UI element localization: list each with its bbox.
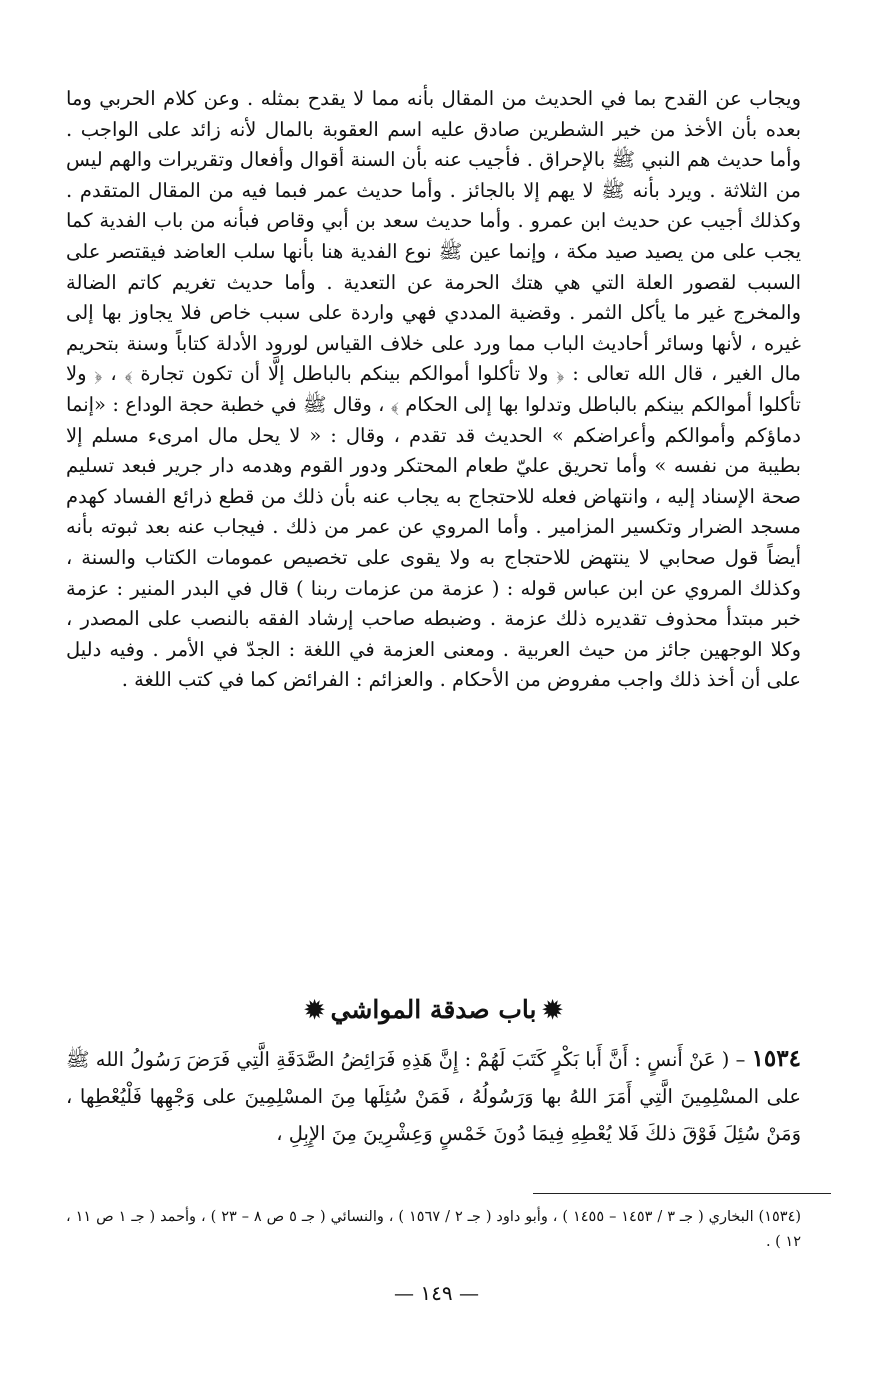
star-ornament-icon: ✹ <box>304 995 325 1024</box>
hadith-paragraph <box>66 1040 801 1152</box>
hadith-text: – ( عَنْ أَنسٍ : أَنَّ أَبا بَكْرٍ كَتَبَ لَهُمْ : إِنَّ هَذِهِ فَرَائِضُ الصَّدَقَةِ الَّتِي فَرَضَ رَسُولُ الله ﷺ على المسْلِمِينَ الَّتِي أَمَرَ اللهُ بها وَرَسُولُهُ ، فَمَنْ سُئِلَها مِنَ المسْلِمِينَ على وَجْهِها فَلْيُعْطِها ، وَمَنْ سُئِلَ فَوْقَ ذلكَ فَلا يُعْطِهِ فِيمَا دُونَ خَمْسٍ وَعِشْرِينَ مِنَ الإِبِلِ ، <box>66 1048 801 1145</box>
section-title: باب صدقة المواشي <box>330 995 537 1024</box>
page-number: — ١٤٩ — <box>394 1281 479 1305</box>
hadith-block <box>66 1040 801 1152</box>
footnote <box>66 1205 801 1255</box>
star-ornament-icon: ✹ <box>542 995 563 1024</box>
hadith-number: ١٥٣٤ <box>751 1045 801 1072</box>
footnote-divider <box>533 1193 831 1194</box>
commentary-paragraph: ويجاب عن القدح بما في الحديث من المقال بأنه مما لا يقدح بمثله . وعن كلام الحربي وما بعده بأن الأخذ من خير الشطرين صادق عليه اسم العقوبة بالمال لأنه زائد على الواجب . وأما حديث هم النبي ﷺ بالإحراق . فأجيب عنه بأن السنة أقوال وأفعال وتقريرات والهم ليس من الثلاثة . ويرد بأنه ﷺ لا يهم إلا بالجائز . وأما حديث عمر فبما فيه من المقال المتقدم . وكذلك أجيب عن حديث ابن عمرو . وأما حديث سعد بن أبي وقاص فبأنه من باب الفدية كما يجب على من يصيد صيد مكة ، وإنما عين ﷺ نوع الفدية هنا بأنها سلب العاضد فيقتصر على السبب لقصور العلة التي هي هتك الحرمة عن التعدية . وأما حديث تغريم كاتم الضالة والمخرج غير ما يأكل الثمر . وقضية المددي فهي واردة على سبب خاص فلا يجاوز بها إلى غيره ، لأنها وسائر أحاديث الباب مما ورد على خلاف القياس لورود الأدلة كتاباً وسنة بتحريم مال الغير ، قال الله تعالى : ﴿ ولا تأكلوا أموالكم بينكم بالباطل إلَّا أن تكون تجارة ﴾ ، ﴿ ولا تأكلوا أموالكم بينكم بالباطل وتدلوا بها إلى الحكام ﴾ ، وقال ﷺ في خطبة حجة الوداع : «إنما دماؤكم وأموالكم وأعراضكم » الحديث قد تقدم ، وقال : « لا يحل مال امرىء مسلم إلا بطيبة من نفسه » وأما تحريق عليّ طعام المحتكر ودور القوم وهدمه دار جرير فبعد تسليم صحة الإسناد إليه ، وانتهاض فعله للاحتجاج به يجاب عنه بأن ذلك من قطع ذرائع الفساد كهدم مسجد الضرار وتكسير المزامير . وأما المروي عن عمر من ذلك . فيجاب عنه بعد ثبوته بأنه أيضاً قول صحابي لا ينتهض للاحتجاج به ولا يقوى على تخصيص عمومات الكتاب والسنة ، وكذلك المروي عن ابن عباس قوله : ( عزمة من عزمات ربنا ) قال في البدر المنير : عزمة خبر مبتدأ محذوف تقديره ذلك عزمة . وضبطه صاحب إرشاد الفقه بالنصب على المصدر ، وكلا الوجهين جائز من حيث العربية . ومعنى العزمة في اللغة : الجدّ في الأمر . وفيه دليل على أن أخذ ذلك واجب مفروض من الأحكام . والعزائم : الفرائض كما في كتب اللغة . <box>66 87 801 692</box>
commentary-text <box>66 84 801 696</box>
section-heading <box>66 995 801 1024</box>
footnote-text: (١٥٣٤) البخاري ( جـ ٣ / ١٤٥٣ – ١٤٥٥ ) ، وأبو داود ( جـ ٢ / ١٥٦٧ ) ، والنسائي ( جـ ٥ ص ٨ – ٢٣ ) ، وأحمد ( جـ ١ ص ١١ ، ١٢ ) . <box>66 1209 802 1250</box>
